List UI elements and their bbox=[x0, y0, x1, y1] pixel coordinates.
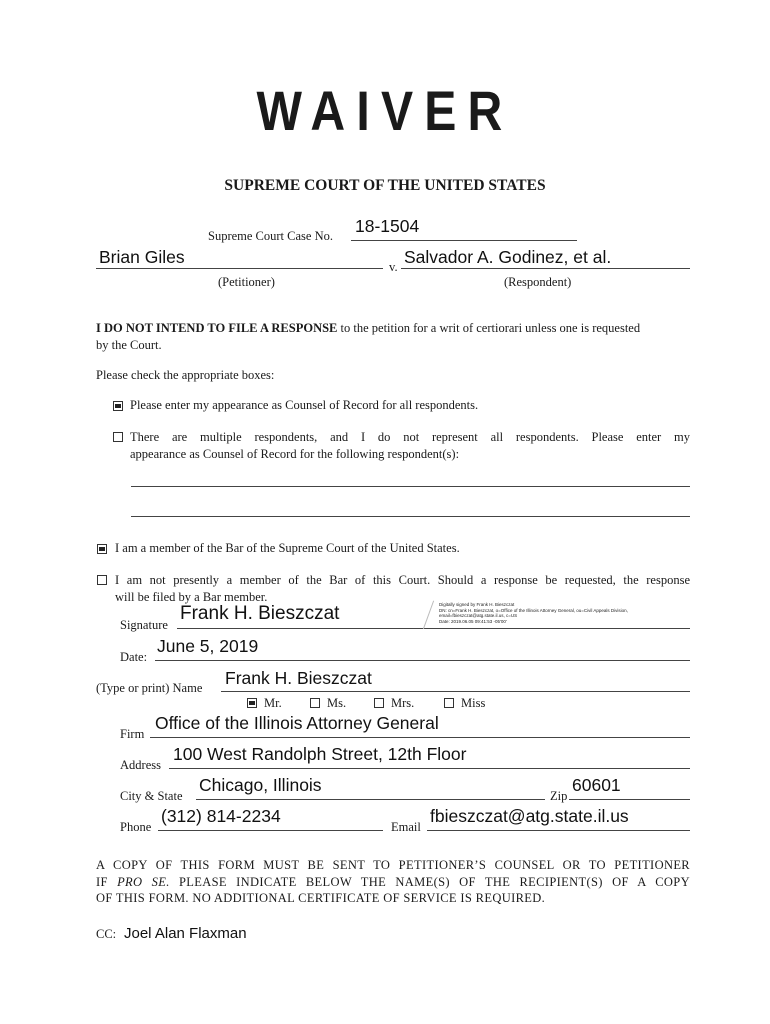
signature-value[interactable]: Frank H. Bieszczat bbox=[180, 603, 340, 624]
case-number-label: Supreme Court Case No. bbox=[208, 229, 333, 243]
multiple-respondents-label bbox=[130, 429, 690, 462]
title-mrs-checkbox[interactable] bbox=[374, 698, 384, 708]
digital-signature-details bbox=[439, 602, 628, 624]
title-mrs-label: Mrs. bbox=[391, 696, 415, 710]
intent-rest: to the petition for a writ of certiorari unless one is requested bbox=[337, 321, 641, 335]
phone-value[interactable]: (312) 814-2234 bbox=[161, 806, 281, 826]
title-miss-checkbox[interactable] bbox=[444, 698, 454, 708]
respondents-line-1[interactable] bbox=[131, 486, 690, 487]
zip-value[interactable]: 60601 bbox=[572, 775, 621, 795]
date-line bbox=[155, 660, 690, 661]
digital-signature-line-2: DN: cn=Frank H. Bieszczat, o=Office of the Illinois Attorney General, ou=Civil Appeals Division, bbox=[439, 607, 628, 613]
petitioner-name[interactable]: Brian Giles bbox=[99, 247, 185, 267]
versus-label: v. bbox=[389, 260, 398, 274]
title-mr-label: Mr. bbox=[264, 696, 282, 710]
phone-label: Phone bbox=[120, 820, 152, 834]
multiple-line-1: There are multiple respondents, and I do not represent all respondents. Please enter my bbox=[130, 430, 690, 444]
not-member-line-1: I am not presently a member of the Bar of this Court. Should a response be requested, the response bbox=[115, 573, 690, 587]
zip-line bbox=[569, 799, 690, 800]
notice-line-2c: PLEASE INDICATE BELOW THE NAME(S) OF THE RECIPIENT(S) OF A COPY bbox=[169, 874, 690, 889]
address-label: Address bbox=[120, 758, 161, 772]
not-member-label bbox=[115, 572, 690, 605]
date-label: Date: bbox=[120, 650, 148, 664]
notice-line-2 bbox=[96, 874, 690, 891]
form-title: WAIVER bbox=[256, 79, 514, 142]
respondent-name[interactable]: Salvador A. Godinez, et al. bbox=[404, 247, 612, 267]
address-line bbox=[169, 768, 690, 769]
petitioner-caption: (Petitioner) bbox=[218, 275, 275, 289]
city-line bbox=[196, 799, 545, 800]
cc-value[interactable]: Joel Alan Flaxman bbox=[124, 925, 247, 942]
title-miss-label: Miss bbox=[461, 696, 486, 710]
appearance-all-label: Please enter my appearance as Counsel of Record for all respondents. bbox=[130, 398, 479, 412]
bar-member-checkbox[interactable] bbox=[97, 544, 107, 554]
name-label: (Type or print) Name bbox=[96, 681, 203, 695]
petitioner-line bbox=[96, 268, 383, 269]
firm-label: Firm bbox=[120, 727, 145, 741]
appearance-all-checkbox[interactable] bbox=[113, 401, 123, 411]
email-label: Email bbox=[391, 820, 421, 834]
address-value[interactable]: 100 West Randolph Street, 12th Floor bbox=[173, 744, 467, 764]
digital-signature-line-1: Digitally signed by Frank H. Bieszczat bbox=[439, 602, 515, 607]
case-number-line bbox=[351, 240, 577, 241]
signature-label: Signature bbox=[120, 618, 168, 632]
respondent-line bbox=[401, 268, 690, 269]
notice-pro-se: PRO SE. bbox=[117, 874, 170, 889]
digital-signature-line-4: Date: 2019.06.05 09:41:53 -05'00' bbox=[439, 618, 507, 624]
intent-statement bbox=[96, 320, 696, 353]
title-mr-checkbox[interactable] bbox=[247, 698, 257, 708]
notice-line-1: A COPY OF THIS FORM MUST BE SENT TO PETITIONER’S COUNSEL OR TO PETITIONER bbox=[96, 858, 690, 872]
city-value[interactable]: Chicago, Illinois bbox=[199, 775, 322, 795]
bar-member-label: I am a member of the Bar of the Supreme Court of the United States. bbox=[115, 541, 460, 555]
email-line bbox=[427, 830, 690, 831]
email-value[interactable]: fbieszczat@atg.state.il.us bbox=[430, 806, 629, 826]
intent-rest-2: by the Court. bbox=[96, 337, 162, 352]
signature-line bbox=[177, 628, 690, 629]
check-prompt: Please check the appropriate boxes: bbox=[96, 368, 275, 382]
zip-label: Zip bbox=[550, 789, 568, 803]
copy-notice bbox=[96, 857, 690, 907]
respondent-caption: (Respondent) bbox=[504, 275, 572, 289]
title-ms-checkbox[interactable] bbox=[310, 698, 320, 708]
intent-bold: I DO NOT INTEND TO FILE A RESPONSE bbox=[96, 321, 338, 335]
name-line bbox=[221, 691, 690, 692]
digital-signature-line-3: email=fbieszczat@atg.state.il.us, c=US bbox=[439, 613, 518, 618]
phone-line bbox=[158, 830, 383, 831]
multiple-line-2: appearance as Counsel of Record for the following respondent(s): bbox=[130, 446, 460, 461]
firm-line bbox=[150, 737, 690, 738]
city-label: City & State bbox=[120, 789, 183, 803]
notice-line-3: OF THIS FORM. NO ADDITIONAL CERTIFICATE OF SERVICE IS REQUIRED. bbox=[96, 891, 546, 905]
case-number-value[interactable]: 18-1504 bbox=[355, 216, 420, 236]
notice-line-2a: IF bbox=[96, 874, 118, 889]
respondents-line-2[interactable] bbox=[131, 516, 690, 517]
multiple-respondents-checkbox[interactable] bbox=[113, 432, 123, 442]
name-value[interactable]: Frank H. Bieszczat bbox=[225, 668, 372, 688]
date-value[interactable]: June 5, 2019 bbox=[157, 636, 259, 656]
title-ms-label: Ms. bbox=[327, 696, 347, 710]
firm-value[interactable]: Office of the Illinois Attorney General bbox=[155, 713, 439, 733]
cc-label: CC: bbox=[96, 927, 117, 941]
not-member-line-2: will be filed by a Bar member. bbox=[115, 589, 268, 604]
not-member-checkbox[interactable] bbox=[97, 575, 107, 585]
court-name: SUPREME COURT OF THE UNITED STATES bbox=[224, 177, 546, 194]
